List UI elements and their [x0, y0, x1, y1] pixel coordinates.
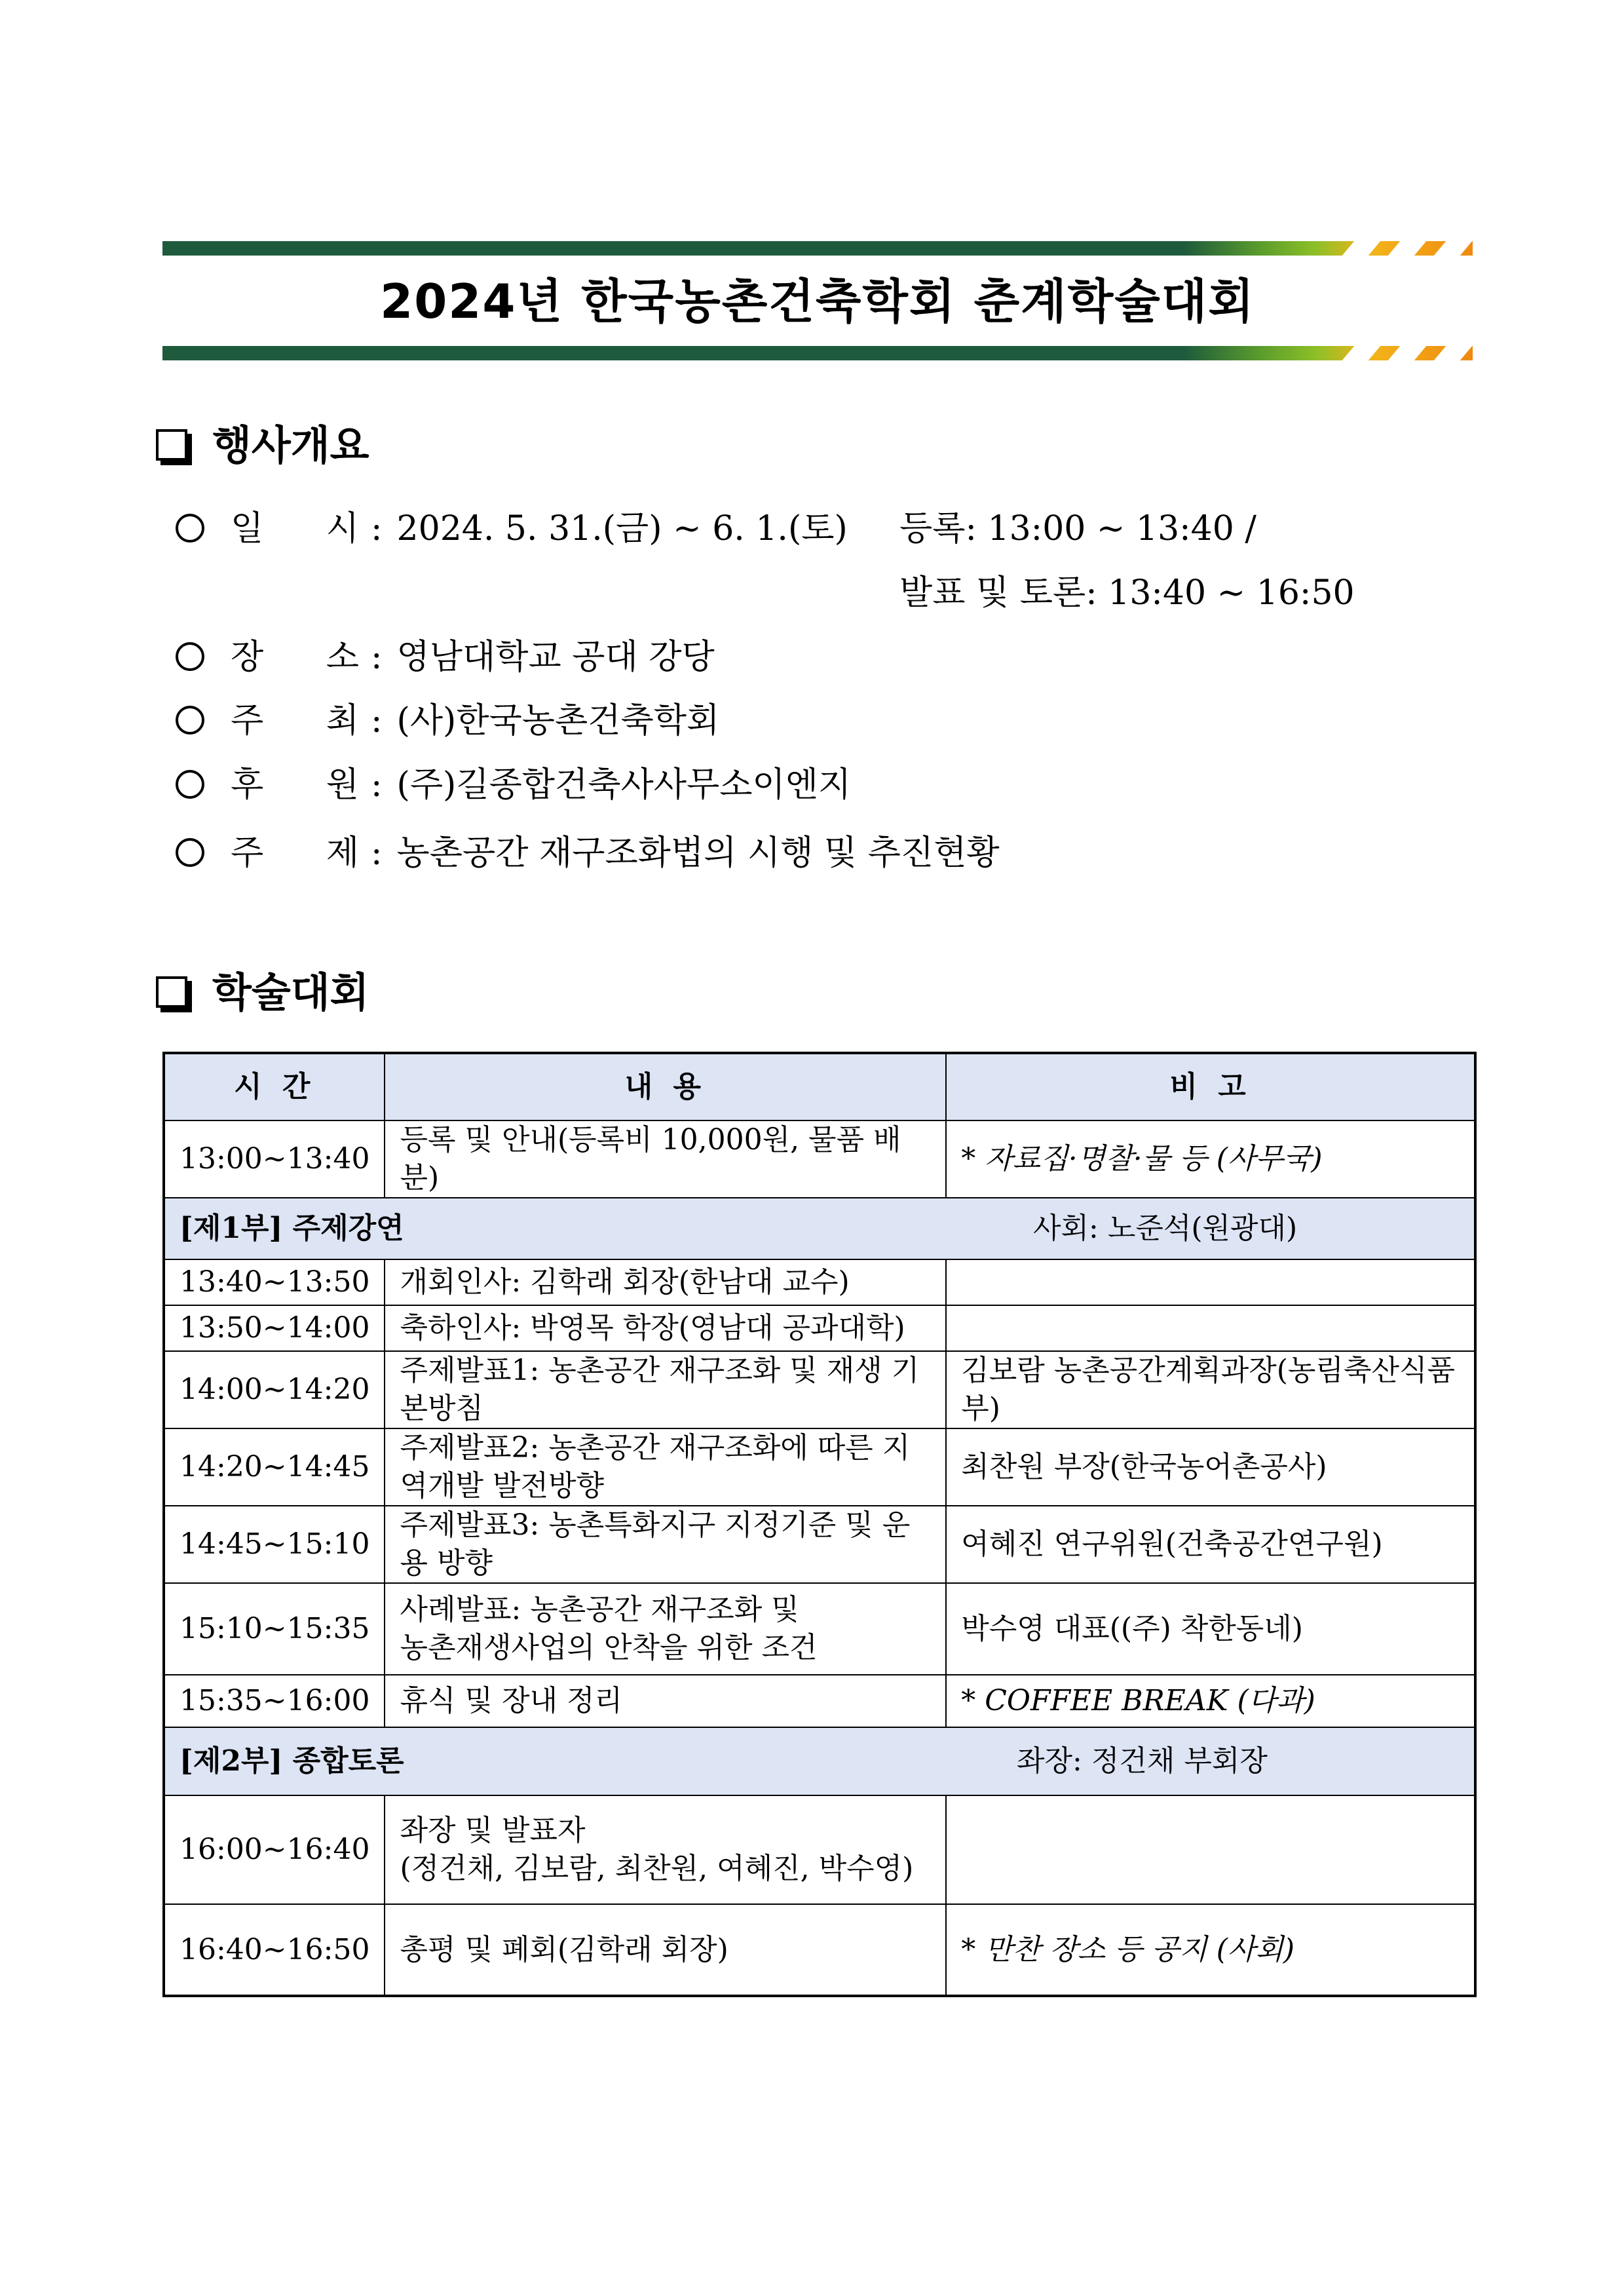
header-content: 내 용	[385, 1053, 946, 1120]
page-title: 2024년 한국농촌건축학회 춘계학술대회	[380, 274, 1255, 329]
program-table	[162, 1052, 1477, 1997]
table-row: 15:35~16:00 휴식 및 장내 정리 * COFFEE BREAK (다과)	[164, 1675, 1475, 1727]
registration-time: 등록: 13:00 ~ 13:40 /	[899, 509, 1256, 548]
header-note: 비 고	[946, 1053, 1475, 1120]
overview-item-sponsor: 후 원 : (주)길종합건축사사무소이엔지	[176, 762, 851, 808]
circle-bullet-icon	[176, 770, 204, 799]
overview-item-theme: 주 제 : 농촌공간 재구조화법의 시행 및 추진현황	[176, 830, 1000, 876]
table-row: 13:00~13:40 등록 및 안내(등록비 10,000원, 물품 배분) * 자료집·명찰·물 등 (사무국)	[164, 1120, 1475, 1198]
table-row: 13:40~13:50 개회인사: 김학래 회장(한남대 교수)	[164, 1259, 1475, 1305]
circle-bullet-icon	[176, 642, 204, 671]
table-header-row	[164, 1053, 1475, 1120]
checkbox-square-icon	[156, 976, 187, 1008]
overview-item-venue: 장 소 : 영남대학교 공대 강당	[176, 634, 715, 680]
title-band-top	[162, 241, 1473, 256]
circle-bullet-icon	[176, 706, 204, 735]
circle-bullet-icon	[176, 838, 204, 867]
table-row: 14:00~14:20 주제발표1: 농촌공간 재구조화 및 재생 기본방침 김보람 농촌공간계획과장(농림축산식품부)	[164, 1351, 1475, 1428]
table-row: 13:50~14:00 축하인사: 박영목 학장(영남대 공과대학)	[164, 1305, 1475, 1351]
section-heading-program: 학술대회	[156, 966, 369, 1019]
section-heading-overview: 행사개요	[156, 419, 369, 472]
part-row-2: [제2부] 종합토론 좌장: 정건채 부회장	[164, 1727, 1475, 1795]
checkbox-square-icon	[156, 429, 187, 461]
circle-bullet-icon	[176, 514, 204, 543]
table-row: 16:40~16:50 총평 및 폐회(김학래 회장) * 만찬 장소 등 공지 (사회)	[164, 1904, 1475, 1996]
part-row-1: [제1부] 주제강연 사회: 노준석(원광대)	[164, 1198, 1475, 1259]
overview-item-date: 일 시 : 2024. 5. 31.(금) ~ 6. 1.(토) 등록: 13:00 ~ 13:40 /	[176, 506, 848, 552]
table-row: 16:00~16:40 좌장 및 발표자 (정건채, 김보람, 최찬원, 여혜진, 박수영)	[164, 1795, 1475, 1904]
header-time: 시 간	[164, 1053, 385, 1120]
table-row: 15:10~15:35 사례발표: 농촌공간 재구조화 및 농촌재생사업의 안착을 위한 조건 박수영 대표((주) 착한동네)	[164, 1583, 1475, 1675]
table-row: 14:20~14:45 주제발표2: 농촌공간 재구조화에 따른 지역개발 발전방향 최찬원 부장(한국농어촌공사)	[164, 1428, 1475, 1506]
overview-item-host: 주 최 : (사)한국농촌건축학회	[176, 698, 719, 744]
table-row: 14:45~15:10 주제발표3: 농촌특화지구 지정기준 및 운용 방향 여혜진 연구위원(건축공간연구원)	[164, 1506, 1475, 1583]
presentation-time: 발표 및 토론: 13:40 ~ 16:50	[899, 573, 1355, 613]
title-band-bottom	[162, 346, 1473, 360]
